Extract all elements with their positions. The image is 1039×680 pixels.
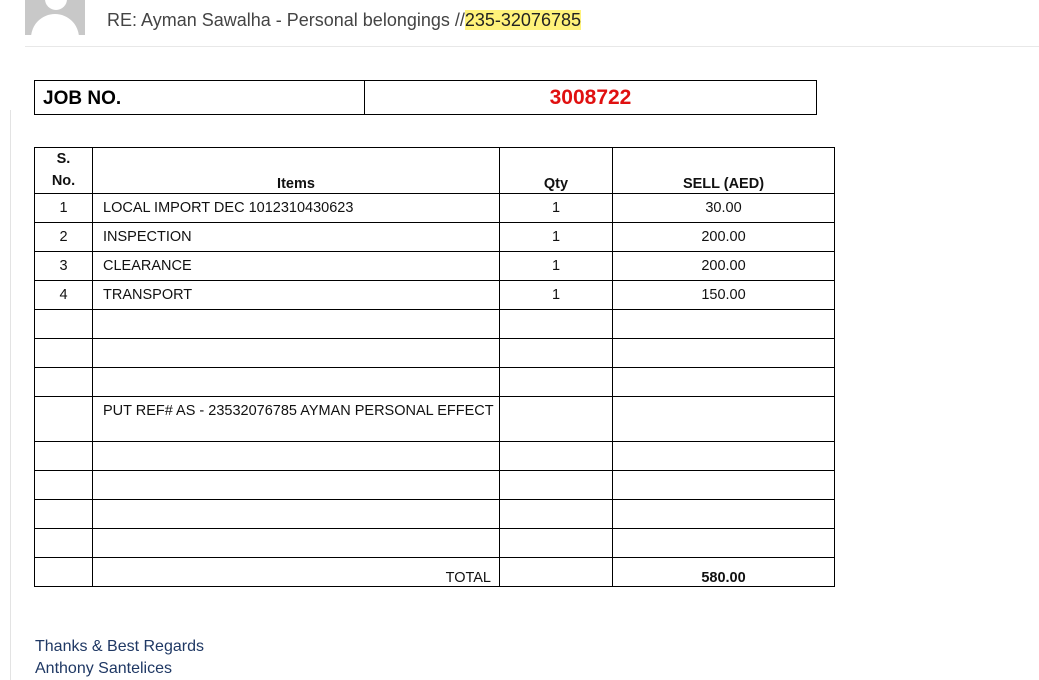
signature-name: Anthony Santelices (35, 660, 172, 677)
header-items: Items (93, 148, 500, 194)
row-qty: 1 (500, 281, 613, 310)
row-no: 1 (35, 194, 93, 223)
header-qty: Qty (500, 148, 613, 194)
row-no: 2 (35, 223, 93, 252)
row-qty: 1 (500, 252, 613, 281)
subject-prefix: RE: Ayman Sawalha - Personal belongings // (107, 10, 465, 30)
email-header (0, 0, 1039, 46)
header-serial-no: S. No. (35, 148, 93, 194)
reading-pane-edge (10, 110, 11, 680)
table-row (35, 223, 835, 252)
table-row (35, 252, 835, 281)
email-subject (107, 10, 581, 31)
table-header-row (35, 148, 835, 194)
row-no: 3 (35, 252, 93, 281)
row-item: CLEARANCE (93, 252, 500, 281)
job-number-box (34, 80, 817, 115)
empty-row (35, 368, 835, 397)
row-sell: 200.00 (613, 223, 835, 252)
job-number: 3008722 (549, 86, 632, 109)
total-label: TOTAL (93, 558, 500, 587)
header-sell: SELL (AED) (613, 148, 835, 194)
reference-note: PUT REF# AS - 23532076785 AYMAN PERSONAL EFFECT (93, 397, 500, 442)
row-sell: 200.00 (613, 252, 835, 281)
row-qty: 1 (500, 223, 613, 252)
empty-row (35, 529, 835, 558)
row-sell: 30.00 (613, 194, 835, 223)
row-item: TRANSPORT (93, 281, 500, 310)
empty-row (35, 442, 835, 471)
header-divider (25, 46, 1039, 47)
row-item: LOCAL IMPORT DEC 1012310430623 (93, 194, 500, 223)
table-row (35, 281, 835, 310)
total-value: 580.00 (613, 558, 835, 587)
total-row (35, 558, 835, 587)
empty-row (35, 339, 835, 368)
job-label: JOB NO. (43, 88, 122, 109)
row-no: 4 (35, 281, 93, 310)
note-row (35, 397, 835, 442)
subject-reference-highlight: 235-32076785 (464, 10, 581, 30)
invoice-table (34, 147, 835, 587)
empty-row (35, 471, 835, 500)
person-avatar-icon[interactable] (25, 0, 85, 35)
row-sell: 150.00 (613, 281, 835, 310)
signature-greeting: Thanks & Best Regards (35, 638, 204, 655)
empty-row (35, 310, 835, 339)
table-row (35, 194, 835, 223)
row-qty: 1 (500, 194, 613, 223)
empty-row (35, 500, 835, 529)
row-item: INSPECTION (93, 223, 500, 252)
